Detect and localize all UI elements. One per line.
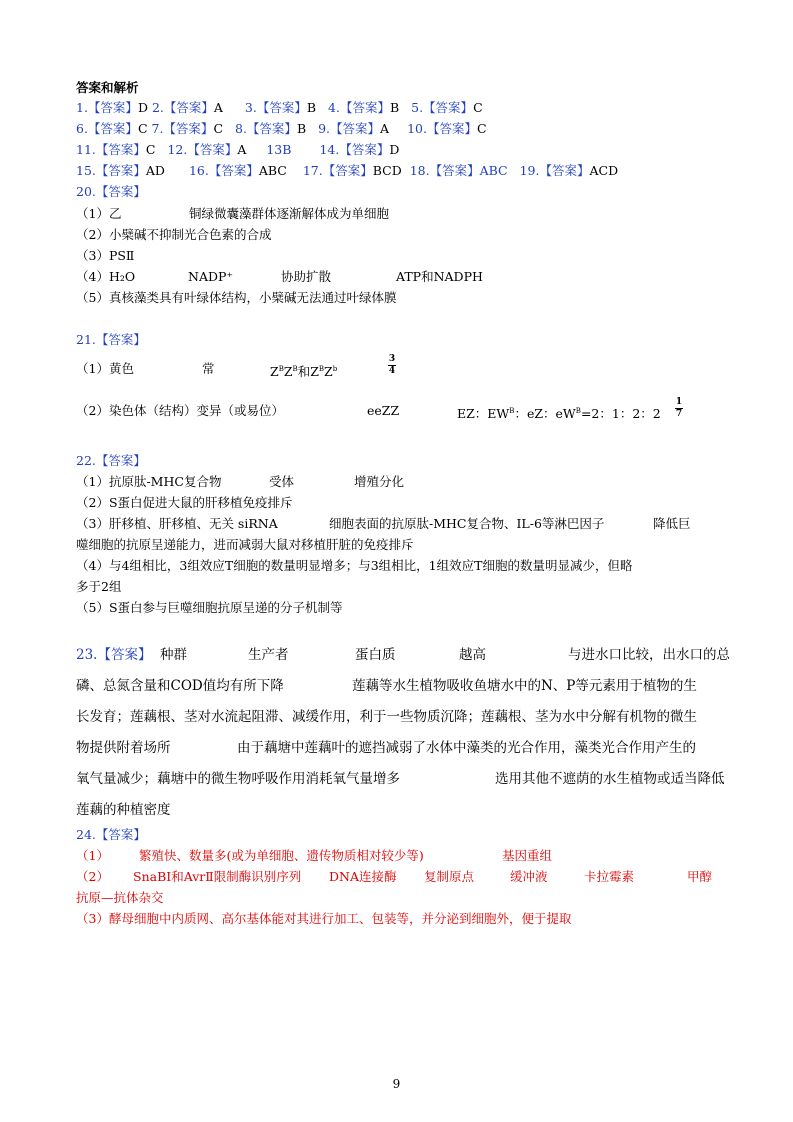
mc-row-2 <box>76 121 487 137</box>
answer-label: 15.【答案】 <box>76 163 146 178</box>
q22-line-3 <box>76 516 691 532</box>
q20-answer-4c: 协助扩散 <box>281 269 332 284</box>
q22-line-4: 噬细胞的抗原呈递能力，进而减弱大鼠对移植肝脏的免疫排斥 <box>76 537 414 552</box>
q22-line-5: （4）与4组相比，3组效应T细胞的数量明显增多；与3组相比，1组效应T细胞的数量明显减少，但略 <box>76 558 633 573</box>
q20-answer-1b: 铜绿微囊藻群体逐渐解体成为单细胞 <box>189 206 390 221</box>
q24-answer-2c: DNA连接酶 <box>329 869 397 884</box>
q23-answer-5b: 选用其他不遮荫的水生植物或适当降低 <box>495 771 725 787</box>
answer-label: 7.【答案】 <box>151 121 214 136</box>
q21-answer-2b: eeZZ <box>367 403 400 418</box>
q24-answer-2f: 卡拉霉素 <box>584 869 635 884</box>
q20-line-1 <box>76 206 390 222</box>
answer-label: 6.【答案】 <box>76 121 138 136</box>
answer-label: 10.【答案】 <box>407 121 477 136</box>
answer-value: C <box>145 142 156 157</box>
answer-label: 5.【答案】 <box>411 100 474 115</box>
answer-value: ACD <box>589 163 619 178</box>
q21-answer-1a: （1）黄色 <box>76 361 134 376</box>
section-heading: 答案和解析 <box>76 80 139 95</box>
q22-line-1 <box>76 474 405 490</box>
q20-line-3: （3）PSⅡ <box>76 248 135 263</box>
q24-answer-2a: （2） <box>76 869 109 884</box>
q20-line-4 <box>76 269 483 285</box>
q22-answer-1b: 受体 <box>269 474 295 489</box>
answer-value: A <box>380 121 390 136</box>
q21-answer-2c: EZ：$EW^B$：eZ：$eW^B=2$：1：2：2 <box>457 406 661 421</box>
q20-answer-4b: NADP⁺ <box>188 269 233 284</box>
answer-label: 13B <box>266 142 292 157</box>
answer-label: 17.【答案】 <box>302 163 373 178</box>
answer-label: 3.【答案】 <box>244 100 307 115</box>
q23-answer-2a: 磷、总氮含量和COD值均有所下降 <box>76 678 284 694</box>
q22-label: 22.【答案】 <box>76 453 146 468</box>
q21-answer-1b: 常 <box>202 361 215 376</box>
q23-line-6: 莲藕的种植密度 <box>76 802 171 818</box>
answer-label: 14.【答案】 <box>319 142 390 157</box>
q22-line-2: （2）S蛋白促进大鼠的肝移植免疫排斥 <box>76 495 293 510</box>
q20-answer-4d: ATP和NADPH <box>396 269 483 284</box>
answer-value: D <box>389 142 400 157</box>
answer-value: B <box>306 100 317 115</box>
q23-answer-4b: 由于藕塘中莲藕叶的遮挡减弱了水体中藻类的光合作用，藻类光合作用产生的 <box>237 740 696 756</box>
q21-fraction-2: 1 7 <box>675 397 683 419</box>
answer-label: 9.【答案】 <box>318 121 381 136</box>
q21-line-1 <box>76 361 338 379</box>
q23-line-5 <box>76 771 725 787</box>
q23-label: 23.【答案】 <box>76 647 152 663</box>
q23-answer-1e: 与进水口比较，出水口的总 <box>568 647 730 663</box>
q23-answer-4a: 物提供附着场所 <box>76 740 171 756</box>
page-number: 9 <box>392 1077 401 1091</box>
answer-value: C <box>473 100 483 115</box>
q22-line-7: （5）S蛋白参与巨噬细胞抗原呈递的分子机制等 <box>76 600 343 615</box>
answer-label: 4.【答案】 <box>328 100 390 115</box>
q24-answer-1c: 基因重组 <box>502 848 553 863</box>
q21-line-2 <box>76 403 661 421</box>
answer-value: AD <box>145 163 165 178</box>
q22-answer-3c: 降低巨 <box>653 516 691 531</box>
answer-label: 18.【答案】 <box>409 163 480 178</box>
q23-line-1 <box>76 647 730 663</box>
answer-value: B <box>389 100 400 115</box>
q22-answer-1a: （1）抗原肽-MHC复合物 <box>76 474 222 489</box>
answer-value: ABC <box>479 163 508 178</box>
answer-value: C <box>213 121 224 136</box>
answer-value: BCD <box>372 163 402 178</box>
q24-label: 24.【答案】 <box>76 827 146 842</box>
answer-label: 2.【答案】 <box>151 100 214 115</box>
q23-answer-1d: 越高 <box>459 647 486 663</box>
q24-answer-1a: （1） <box>76 848 109 863</box>
q23-line-4 <box>76 740 696 756</box>
q20-line-2: （2）小檗碱不抑制光合色素的合成 <box>76 227 272 242</box>
q24-line-2 <box>76 869 713 885</box>
q23-line-3: 长发育；莲藕根、茎对水流起阻滞、减缓作用，利于一些物质沉降；莲藕根、茎为水中分解有机物的微生 <box>76 709 697 725</box>
q22-line-6: 多于2组 <box>76 579 122 594</box>
answer-label: 8.【答案】 <box>235 121 297 136</box>
q21-answer-2a: （2）染色体（结构）变异（或易位） <box>76 403 284 418</box>
q24-line-3: 抗原—抗体杂交 <box>76 890 164 905</box>
q24-answer-2b: SnaBⅠ和AvrⅡ限制酶识别序列 <box>133 869 302 884</box>
q24-line-4: （3）酵母细胞中内质网、高尔基体能对其进行加工、包装等，并分泌到细胞外，便于提取 <box>76 911 572 926</box>
answer-value: A <box>213 100 223 115</box>
answer-value: D <box>137 100 148 115</box>
q23-line-2 <box>76 678 697 694</box>
q24-answer-2e: 缓冲液 <box>510 869 548 884</box>
answer-value: B <box>296 121 307 136</box>
q23-answer-1a: 种群 <box>160 647 187 663</box>
answer-label: 11.【答案】 <box>76 142 146 157</box>
q22-answer-3a: （3）肝移植、肝移植、无关 siRNA <box>76 516 278 531</box>
answer-value: C <box>476 121 487 136</box>
q20-line-5: （5）真核藻类具有叶绿体结构，小檗碱无法通过叶绿体膜 <box>76 290 397 305</box>
answer-value: ABC <box>258 163 287 178</box>
q23-answer-2b: 莲藕等水生植物吸收鱼塘水中的N、P等元素用于植物的生 <box>352 678 697 694</box>
answer-label: 1.【答案】 <box>76 100 138 115</box>
q22-answer-3b: 细胞表面的抗原肽-MHC复合物、IL-6等淋巴因子 <box>329 516 605 531</box>
answer-label: 12.【答案】 <box>167 142 238 157</box>
answer-label: 16.【答案】 <box>188 163 259 178</box>
q21-answer-1c: $Z^BZ^B$和$Z^BZ^b$ <box>270 364 338 379</box>
q20-answer-1a: （1）乙 <box>76 206 122 221</box>
answer-value: A <box>237 142 247 157</box>
mc-row-1 <box>76 100 483 116</box>
q24-answer-2d: 复制原点 <box>424 869 475 884</box>
q24-line-1 <box>76 848 553 864</box>
q23-answer-1b: 生产者 <box>248 647 289 663</box>
q24-answer-1b: 繁殖快、数量多(或为单细胞、遗传物质相对较少等) <box>139 848 424 863</box>
q21-fraction-1: 3 4 <box>388 354 396 376</box>
mc-row-4 <box>76 163 618 179</box>
answer-label: 19.【答案】 <box>519 163 590 178</box>
q22-answer-1c: 增殖分化 <box>354 474 405 489</box>
q20-label: 20.【答案】 <box>76 184 146 199</box>
q23-answer-1c: 蛋白质 <box>355 647 396 663</box>
q24-answer-2g: 甲醇 <box>687 869 713 884</box>
q21-label: 21.【答案】 <box>76 332 146 347</box>
answer-value: C <box>137 121 148 136</box>
q20-answer-4a: （4）H₂O <box>76 269 136 284</box>
q23-answer-5a: 氧气量减少；藕塘中的微生物呼吸作用消耗氧气量增多 <box>76 771 400 787</box>
mc-row-3 <box>76 142 399 158</box>
